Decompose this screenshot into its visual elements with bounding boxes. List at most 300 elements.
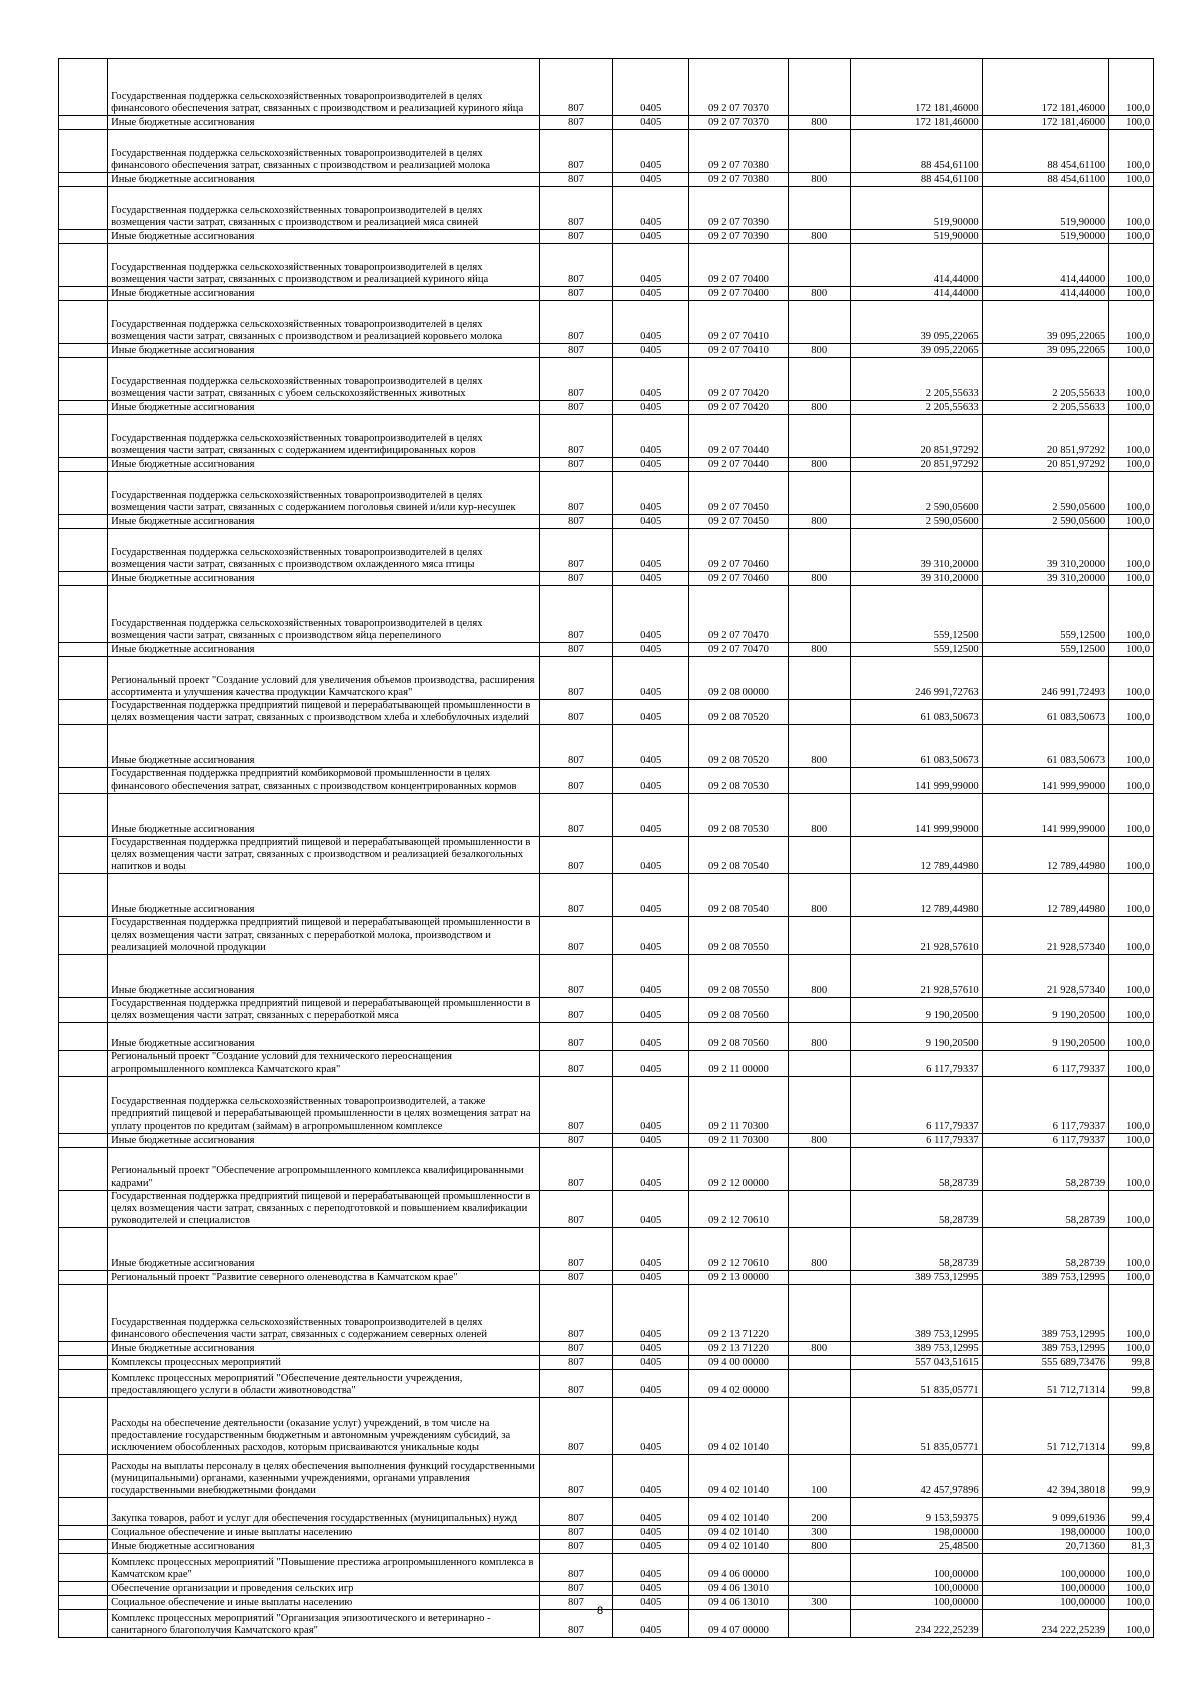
row-index-cell <box>59 1356 108 1370</box>
expense-name-cell: Государственная поддержка предприятий пищевой и перерабатывающей промышленности в целях возмещения части затрат, связанных с переработкой мяса <box>108 998 540 1023</box>
target-code-cell: 09 2 07 70370 <box>689 59 788 116</box>
row-index-cell <box>59 1540 108 1554</box>
section-cell: 0405 <box>613 917 689 955</box>
planned-amount-cell: 559,12500 <box>850 643 982 657</box>
expense-name-cell: Государственная поддержка предприятий пищевой и перерабатывающей промышленности в целях возмещения части затрат, связанных с производством и реализацией безалкогольных напитков и воды <box>108 836 540 874</box>
grbs-cell: 807 <box>539 415 612 458</box>
expense-type-cell <box>788 917 850 955</box>
execution-percent-cell: 100,0 <box>1109 130 1154 173</box>
expense-name-cell: Государственная поддержка сельскохозяйственных товаропроизводителей в целях финансового обеспечения затрат, связанных с производством и реализацией молока <box>108 130 540 173</box>
target-code-cell: 09 2 07 70450 <box>689 515 788 529</box>
row-index-cell <box>59 793 108 836</box>
planned-amount-cell: 9 153,59375 <box>850 1498 982 1526</box>
expense-name-cell: Иные бюджетные ассигнования <box>108 1228 540 1271</box>
planned-amount-cell: 88 454,61100 <box>850 173 982 187</box>
expense-name-cell: Социальное обеспечение и иные выплаты населению <box>108 1596 540 1610</box>
expense-name-cell: Иные бюджетные ассигнования <box>108 515 540 529</box>
expense-type-cell <box>788 1554 850 1582</box>
execution-percent-cell: 100,0 <box>1109 1342 1154 1356</box>
expense-type-cell: 300 <box>788 1526 850 1540</box>
row-index-cell <box>59 657 108 700</box>
actual-amount-cell: 61 083,50673 <box>982 725 1109 768</box>
grbs-cell: 807 <box>539 230 612 244</box>
expense-name-cell: Иные бюджетные ассигнования <box>108 793 540 836</box>
section-cell: 0405 <box>613 1398 689 1455</box>
execution-percent-cell: 100,0 <box>1109 344 1154 358</box>
section-cell: 0405 <box>613 458 689 472</box>
actual-amount-cell: 141 999,99000 <box>982 793 1109 836</box>
section-cell: 0405 <box>613 643 689 657</box>
actual-amount-cell: 172 181,46000 <box>982 116 1109 130</box>
planned-amount-cell: 141 999,99000 <box>850 768 982 793</box>
expense-type-cell <box>788 130 850 173</box>
execution-percent-cell: 100,0 <box>1109 1023 1154 1051</box>
planned-amount-cell: 12 789,44980 <box>850 836 982 874</box>
expense-type-cell: 800 <box>788 643 850 657</box>
planned-amount-cell: 9 190,20500 <box>850 1023 982 1051</box>
grbs-cell: 807 <box>539 1051 612 1076</box>
table-row <box>59 874 1154 917</box>
expense-type-cell <box>788 998 850 1023</box>
planned-amount-cell: 389 753,12995 <box>850 1285 982 1342</box>
section-cell: 0405 <box>613 1051 689 1076</box>
expense-name-cell: Иные бюджетные ассигнования <box>108 173 540 187</box>
grbs-cell: 807 <box>539 59 612 116</box>
execution-percent-cell: 100,0 <box>1109 836 1154 874</box>
planned-amount-cell: 557 043,51615 <box>850 1356 982 1370</box>
row-index-cell <box>59 1271 108 1285</box>
planned-amount-cell: 246 991,72763 <box>850 657 982 700</box>
target-code-cell: 09 4 02 10140 <box>689 1540 788 1554</box>
section-cell: 0405 <box>613 358 689 401</box>
execution-percent-cell: 100,0 <box>1109 874 1154 917</box>
section-cell: 0405 <box>613 657 689 700</box>
row-index-cell <box>59 572 108 586</box>
expense-type-cell: 800 <box>788 1540 850 1554</box>
target-code-cell: 09 2 08 70550 <box>689 955 788 998</box>
row-index-cell <box>59 173 108 187</box>
budget-table-body <box>59 59 1154 1638</box>
actual-amount-cell: 58,28739 <box>982 1228 1109 1271</box>
target-code-cell: 09 2 07 70380 <box>689 130 788 173</box>
grbs-cell: 807 <box>539 955 612 998</box>
planned-amount-cell: 198,00000 <box>850 1526 982 1540</box>
planned-amount-cell: 2 590,05600 <box>850 472 982 515</box>
grbs-cell: 807 <box>539 1342 612 1356</box>
execution-percent-cell: 100,0 <box>1109 173 1154 187</box>
actual-amount-cell: 20 851,97292 <box>982 415 1109 458</box>
actual-amount-cell: 20 851,97292 <box>982 458 1109 472</box>
target-code-cell: 09 2 08 70540 <box>689 836 788 874</box>
section-cell: 0405 <box>613 1455 689 1498</box>
expense-name-cell: Иные бюджетные ассигнования <box>108 955 540 998</box>
grbs-cell: 807 <box>539 472 612 515</box>
grbs-cell: 807 <box>539 572 612 586</box>
target-code-cell: 09 2 07 70470 <box>689 643 788 657</box>
target-code-cell: 09 2 07 70460 <box>689 572 788 586</box>
expense-type-cell <box>788 472 850 515</box>
planned-amount-cell: 172 181,46000 <box>850 59 982 116</box>
planned-amount-cell: 51 835,05771 <box>850 1398 982 1455</box>
actual-amount-cell: 559,12500 <box>982 586 1109 643</box>
section-cell: 0405 <box>613 1190 689 1228</box>
expense-name-cell: Иные бюджетные ассигнования <box>108 1023 540 1051</box>
section-cell: 0405 <box>613 1147 689 1190</box>
expense-name-cell: Комплекс процессных мероприятий "Организация эпизоотического и ветеринарно - санитарного благополучия Камчатского края" <box>108 1610 540 1638</box>
planned-amount-cell: 519,90000 <box>850 230 982 244</box>
expense-type-cell <box>788 586 850 643</box>
execution-percent-cell: 100,0 <box>1109 244 1154 287</box>
target-code-cell: 09 2 08 70530 <box>689 793 788 836</box>
expense-type-cell <box>788 1051 850 1076</box>
expense-name-cell: Иные бюджетные ассигнования <box>108 643 540 657</box>
section-cell: 0405 <box>613 515 689 529</box>
actual-amount-cell: 519,90000 <box>982 230 1109 244</box>
planned-amount-cell: 20 851,97292 <box>850 458 982 472</box>
execution-percent-cell: 100,0 <box>1109 1526 1154 1540</box>
row-index-cell <box>59 1398 108 1455</box>
execution-percent-cell: 100,0 <box>1109 287 1154 301</box>
grbs-cell: 807 <box>539 700 612 725</box>
expense-type-cell <box>788 358 850 401</box>
grbs-cell: 807 <box>539 173 612 187</box>
section-cell: 0405 <box>613 1596 689 1610</box>
actual-amount-cell: 58,28739 <box>982 1147 1109 1190</box>
planned-amount-cell: 2 205,55633 <box>850 401 982 415</box>
table-row <box>59 917 1154 955</box>
planned-amount-cell: 6 117,79337 <box>850 1051 982 1076</box>
row-index-cell <box>59 59 108 116</box>
expense-type-cell: 800 <box>788 116 850 130</box>
planned-amount-cell: 21 928,57610 <box>850 917 982 955</box>
planned-amount-cell: 172 181,46000 <box>850 116 982 130</box>
expense-type-cell: 100 <box>788 1455 850 1498</box>
planned-amount-cell: 100,00000 <box>850 1554 982 1582</box>
expense-type-cell: 800 <box>788 1023 850 1051</box>
expense-name-cell: Обеспечение организации и проведения сельских игр <box>108 1582 540 1596</box>
row-index-cell <box>59 768 108 793</box>
table-row <box>59 1526 1154 1540</box>
planned-amount-cell: 100,00000 <box>850 1582 982 1596</box>
grbs-cell: 807 <box>539 1596 612 1610</box>
expense-type-cell <box>788 301 850 344</box>
actual-amount-cell: 389 753,12995 <box>982 1285 1109 1342</box>
expense-name-cell: Иные бюджетные ассигнования <box>108 1540 540 1554</box>
target-code-cell: 09 2 12 70610 <box>689 1190 788 1228</box>
actual-amount-cell: 12 789,44980 <box>982 874 1109 917</box>
expense-name-cell: Иные бюджетные ассигнования <box>108 287 540 301</box>
section-cell: 0405 <box>613 998 689 1023</box>
table-row <box>59 1133 1154 1147</box>
expense-type-cell <box>788 1076 850 1133</box>
grbs-cell: 807 <box>539 358 612 401</box>
target-code-cell: 09 2 07 70470 <box>689 586 788 643</box>
execution-percent-cell: 100,0 <box>1109 768 1154 793</box>
target-code-cell: 09 2 07 70450 <box>689 472 788 515</box>
execution-percent-cell: 99,8 <box>1109 1398 1154 1455</box>
target-code-cell: 09 2 07 70420 <box>689 358 788 401</box>
grbs-cell: 807 <box>539 458 612 472</box>
grbs-cell: 807 <box>539 287 612 301</box>
section-cell: 0405 <box>613 415 689 458</box>
table-row <box>59 700 1154 725</box>
actual-amount-cell: 9 099,61936 <box>982 1498 1109 1526</box>
expense-type-cell: 800 <box>788 287 850 301</box>
expense-type-cell <box>788 415 850 458</box>
row-index-cell <box>59 116 108 130</box>
expense-type-cell <box>788 1285 850 1342</box>
execution-percent-cell: 100,0 <box>1109 725 1154 768</box>
row-index-cell <box>59 458 108 472</box>
actual-amount-cell: 100,00000 <box>982 1582 1109 1596</box>
section-cell: 0405 <box>613 230 689 244</box>
grbs-cell: 807 <box>539 917 612 955</box>
execution-percent-cell: 100,0 <box>1109 1051 1154 1076</box>
row-index-cell <box>59 515 108 529</box>
expense-type-cell: 200 <box>788 1498 850 1526</box>
section-cell: 0405 <box>613 244 689 287</box>
execution-percent-cell: 100,0 <box>1109 572 1154 586</box>
page-number: 8 <box>596 1605 604 1617</box>
grbs-cell: 807 <box>539 768 612 793</box>
expense-name-cell: Иные бюджетные ассигнования <box>108 1133 540 1147</box>
section-cell: 0405 <box>613 173 689 187</box>
table-row <box>59 793 1154 836</box>
actual-amount-cell: 389 753,12995 <box>982 1271 1109 1285</box>
row-index-cell <box>59 725 108 768</box>
table-row <box>59 358 1154 401</box>
table-row <box>59 344 1154 358</box>
expense-name-cell: Комплексы процессных мероприятий <box>108 1356 540 1370</box>
expense-type-cell: 800 <box>788 515 850 529</box>
target-code-cell: 09 4 00 00000 <box>689 1356 788 1370</box>
expense-name-cell: Государственная поддержка предприятий пищевой и перерабатывающей промышленности в целях возмещения части затрат, связанных с переподготовкой и повышением квалификации руководителей и специалистов <box>108 1190 540 1228</box>
table-row <box>59 187 1154 230</box>
grbs-cell: 807 <box>539 130 612 173</box>
table-row <box>59 1023 1154 1051</box>
execution-percent-cell: 100,0 <box>1109 1610 1154 1638</box>
execution-percent-cell: 99,8 <box>1109 1356 1154 1370</box>
section-cell: 0405 <box>613 1370 689 1398</box>
expense-type-cell: 800 <box>788 1133 850 1147</box>
expense-type-cell <box>788 768 850 793</box>
row-index-cell <box>59 187 108 230</box>
row-index-cell <box>59 1147 108 1190</box>
table-row <box>59 1356 1154 1370</box>
grbs-cell: 807 <box>539 1370 612 1398</box>
expense-name-cell: Расходы на выплаты персоналу в целях обеспечения выполнения функций государственными (муниципальными) органами, казенными учреждениями, органами управления государственными внебюджетными фондами <box>108 1455 540 1498</box>
grbs-cell: 807 <box>539 301 612 344</box>
grbs-cell: 807 <box>539 874 612 917</box>
table-row <box>59 768 1154 793</box>
actual-amount-cell: 9 190,20500 <box>982 998 1109 1023</box>
actual-amount-cell: 519,90000 <box>982 187 1109 230</box>
row-index-cell <box>59 287 108 301</box>
table-row <box>59 955 1154 998</box>
grbs-cell: 807 <box>539 187 612 230</box>
grbs-cell: 807 <box>539 1190 612 1228</box>
table-row <box>59 836 1154 874</box>
table-row <box>59 1398 1154 1455</box>
grbs-cell: 807 <box>539 998 612 1023</box>
execution-percent-cell: 100,0 <box>1109 917 1154 955</box>
expense-name-cell: Государственная поддержка сельскохозяйственных товаропроизводителей в целях возмещения части затрат, связанных с производством яйца перепелиного <box>108 586 540 643</box>
table-row <box>59 173 1154 187</box>
planned-amount-cell: 61 083,50673 <box>850 700 982 725</box>
table-row <box>59 230 1154 244</box>
execution-percent-cell: 100,0 <box>1109 472 1154 515</box>
grbs-cell: 807 <box>539 244 612 287</box>
actual-amount-cell: 21 928,57340 <box>982 917 1109 955</box>
planned-amount-cell: 39 095,22065 <box>850 344 982 358</box>
grbs-cell: 807 <box>539 657 612 700</box>
section-cell: 0405 <box>613 1271 689 1285</box>
execution-percent-cell: 100,0 <box>1109 1147 1154 1190</box>
actual-amount-cell: 389 753,12995 <box>982 1342 1109 1356</box>
grbs-cell: 807 <box>539 515 612 529</box>
actual-amount-cell: 6 117,79337 <box>982 1051 1109 1076</box>
row-index-cell <box>59 1228 108 1271</box>
target-code-cell: 09 2 13 71220 <box>689 1342 788 1356</box>
table-row <box>59 1076 1154 1133</box>
grbs-cell: 807 <box>539 643 612 657</box>
table-row <box>59 1271 1154 1285</box>
actual-amount-cell: 100,00000 <box>982 1554 1109 1582</box>
execution-percent-cell: 100,0 <box>1109 1133 1154 1147</box>
execution-percent-cell: 100,0 <box>1109 116 1154 130</box>
table-row <box>59 1051 1154 1076</box>
grbs-cell: 807 <box>539 1554 612 1582</box>
expense-name-cell: Государственная поддержка сельскохозяйственных товаропроизводителей в целях финансового обеспечения затрат, связанных с производством и реализацией куриного яйца <box>108 59 540 116</box>
expense-name-cell: Государственная поддержка предприятий пищевой и перерабатывающей промышленности в целях возмещения части затрат, связанных с производством хлеба и хлебобулочных изделий <box>108 700 540 725</box>
table-row <box>59 1285 1154 1342</box>
row-index-cell <box>59 700 108 725</box>
expense-name-cell: Государственная поддержка сельскохозяйственных товаропроизводителей в целях возмещения части затрат, связанных с убоем сельскохозяйственных животных <box>108 358 540 401</box>
expense-type-cell: 800 <box>788 1342 850 1356</box>
section-cell: 0405 <box>613 472 689 515</box>
grbs-cell: 807 <box>539 1540 612 1554</box>
planned-amount-cell: 58,28739 <box>850 1190 982 1228</box>
execution-percent-cell: 100,0 <box>1109 793 1154 836</box>
section-cell: 0405 <box>613 1582 689 1596</box>
section-cell: 0405 <box>613 874 689 917</box>
execution-percent-cell: 100,0 <box>1109 586 1154 643</box>
expense-name-cell: Региональный проект "Создание условий для увеличения объемов производства, расширения ассортимента и улучшения качества продукции Камчатского края" <box>108 657 540 700</box>
execution-percent-cell: 100,0 <box>1109 1554 1154 1582</box>
row-index-cell <box>59 472 108 515</box>
actual-amount-cell: 234 222,25239 <box>982 1610 1109 1638</box>
row-index-cell <box>59 529 108 572</box>
expense-name-cell: Иные бюджетные ассигнования <box>108 1342 540 1356</box>
row-index-cell <box>59 1455 108 1498</box>
actual-amount-cell: 198,00000 <box>982 1526 1109 1540</box>
target-code-cell: 09 2 11 70300 <box>689 1076 788 1133</box>
row-index-cell <box>59 1582 108 1596</box>
planned-amount-cell: 414,44000 <box>850 244 982 287</box>
expense-name-cell: Иные бюджетные ассигнования <box>108 230 540 244</box>
target-code-cell: 09 2 07 70440 <box>689 458 788 472</box>
actual-amount-cell: 100,00000 <box>982 1596 1109 1610</box>
expense-name-cell: Государственная поддержка сельскохозяйственных товаропроизводителей в целях возмещения части затрат, связанных с производством и реализацией мяса свиней <box>108 187 540 230</box>
expense-name-cell: Расходы на обеспечение деятельности (оказание услуг) учреждений, в том числе на предоставление государственным бюджетным и автономным учреждениям субсидий, за исключением обособленных расходов, которым присваиваются уникальные коды <box>108 1398 540 1455</box>
target-code-cell: 09 2 08 70540 <box>689 874 788 917</box>
planned-amount-cell: 25,48500 <box>850 1540 982 1554</box>
actual-amount-cell: 172 181,46000 <box>982 59 1109 116</box>
planned-amount-cell: 2 590,05600 <box>850 515 982 529</box>
table-row <box>59 301 1154 344</box>
expense-name-cell: Государственная поддержка сельскохозяйственных товаропроизводителей в целях возмещения части затрат, связанных с производством и реализацией куриного яйца <box>108 244 540 287</box>
grbs-cell: 807 <box>539 529 612 572</box>
expense-type-cell <box>788 1147 850 1190</box>
table-row <box>59 1540 1154 1554</box>
row-index-cell <box>59 1554 108 1582</box>
expense-name-cell: Региональный проект "Обеспечение агропромышленного комплекса квалифицированными кадрами" <box>108 1147 540 1190</box>
target-code-cell: 09 2 07 70390 <box>689 187 788 230</box>
section-cell: 0405 <box>613 344 689 358</box>
row-index-cell <box>59 401 108 415</box>
expense-type-cell: 800 <box>788 230 850 244</box>
expense-type-cell: 800 <box>788 344 850 358</box>
actual-amount-cell: 9 190,20500 <box>982 1023 1109 1051</box>
target-code-cell: 09 2 07 70370 <box>689 116 788 130</box>
expense-type-cell: 800 <box>788 1228 850 1271</box>
row-index-cell <box>59 955 108 998</box>
target-code-cell: 09 2 12 70610 <box>689 1228 788 1271</box>
section-cell: 0405 <box>613 287 689 301</box>
grbs-cell: 807 <box>539 1023 612 1051</box>
grbs-cell: 807 <box>539 1582 612 1596</box>
expense-type-cell <box>788 1398 850 1455</box>
section-cell: 0405 <box>613 187 689 230</box>
planned-amount-cell: 6 117,79337 <box>850 1076 982 1133</box>
grbs-cell: 807 <box>539 1147 612 1190</box>
section-cell: 0405 <box>613 401 689 415</box>
execution-percent-cell: 100,0 <box>1109 1190 1154 1228</box>
target-code-cell: 09 2 07 70400 <box>689 287 788 301</box>
execution-percent-cell: 100,0 <box>1109 1596 1154 1610</box>
planned-amount-cell: 20 851,97292 <box>850 415 982 458</box>
expense-type-cell <box>788 657 850 700</box>
expense-name-cell: Региональный проект "Развитие северного оленеводства в Камчатском крае" <box>108 1271 540 1285</box>
planned-amount-cell: 58,28739 <box>850 1228 982 1271</box>
section-cell: 0405 <box>613 1228 689 1271</box>
execution-percent-cell: 100,0 <box>1109 401 1154 415</box>
planned-amount-cell: 389 753,12995 <box>850 1342 982 1356</box>
row-index-cell <box>59 874 108 917</box>
table-row <box>59 1147 1154 1190</box>
table-row <box>59 458 1154 472</box>
expense-type-cell: 300 <box>788 1596 850 1610</box>
execution-percent-cell: 100,0 <box>1109 1076 1154 1133</box>
expense-type-cell <box>788 836 850 874</box>
actual-amount-cell: 414,44000 <box>982 287 1109 301</box>
actual-amount-cell: 555 689,73476 <box>982 1356 1109 1370</box>
actual-amount-cell: 414,44000 <box>982 244 1109 287</box>
section-cell: 0405 <box>613 955 689 998</box>
execution-percent-cell: 100,0 <box>1109 59 1154 116</box>
planned-amount-cell: 141 999,99000 <box>850 793 982 836</box>
expense-type-cell: 800 <box>788 725 850 768</box>
expense-name-cell: Иные бюджетные ассигнования <box>108 572 540 586</box>
target-code-cell: 09 2 07 70420 <box>689 401 788 415</box>
actual-amount-cell: 2 590,05600 <box>982 515 1109 529</box>
actual-amount-cell: 39 310,20000 <box>982 529 1109 572</box>
expense-name-cell: Комплекс процессных мероприятий "Повышение престижа агропромышленного комплекса в Камчатском крае" <box>108 1554 540 1582</box>
planned-amount-cell: 21 928,57610 <box>850 955 982 998</box>
row-index-cell <box>59 836 108 874</box>
expense-type-cell <box>788 187 850 230</box>
planned-amount-cell: 389 753,12995 <box>850 1271 982 1285</box>
